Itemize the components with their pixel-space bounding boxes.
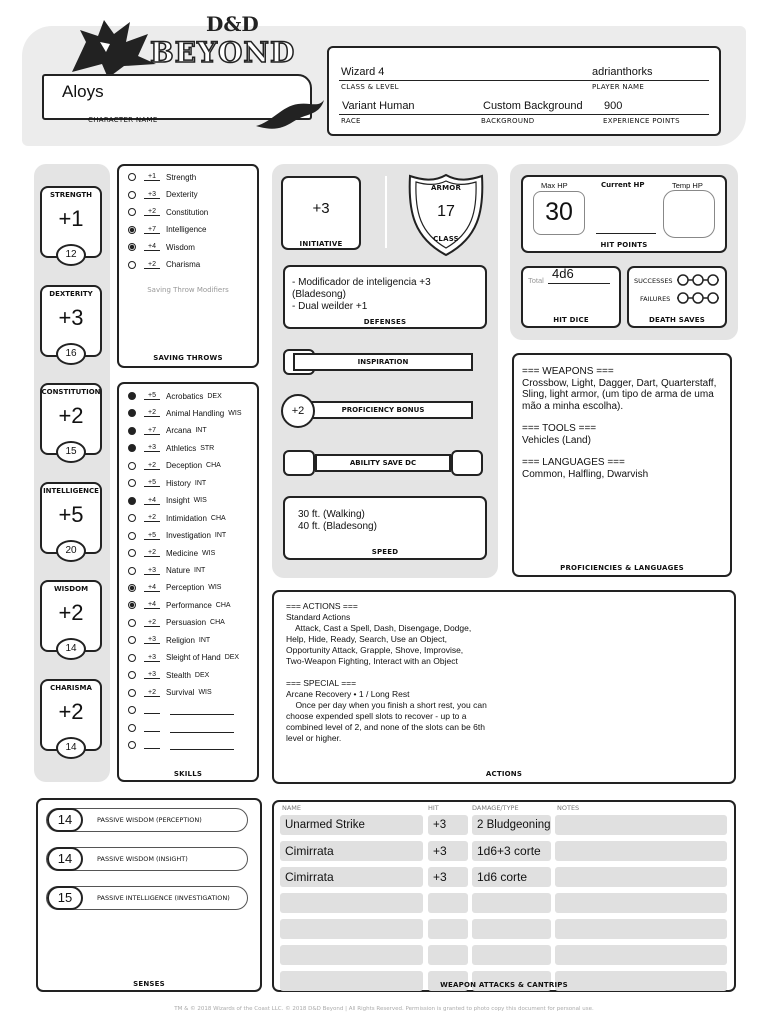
- proficiency-bonus-circle: +2: [281, 394, 315, 428]
- skill-bonus: +3: [144, 671, 160, 679]
- skill-bonus: +3: [144, 567, 160, 575]
- saving-throws-list: [128, 169, 254, 279]
- saving-throw-modifiers-label: Saving Throw Modifiers: [147, 286, 229, 294]
- class-level-label: CLASS & LEVEL: [341, 83, 399, 91]
- skill-row: [128, 388, 222, 404]
- xp-label: EXPERIENCE POINTS: [603, 117, 680, 125]
- saving-throw-bonus: +7: [144, 226, 160, 234]
- passive-sense-label: PASSIVE WISDOM (INSIGHT): [97, 855, 188, 863]
- skill-row: [128, 458, 221, 474]
- proficiency-toggle-icon[interactable]: [128, 243, 136, 251]
- custom-skill-bonus-field[interactable]: [144, 741, 160, 749]
- skill-bonus: +3: [144, 654, 160, 662]
- ability-modifier: +2: [58, 600, 84, 625]
- hit-dice-title: HIT DICE: [553, 316, 589, 324]
- initiative-label: INITIATIVE: [299, 240, 343, 248]
- defense-line: - Modificador de inteligencia +3: [292, 277, 431, 288]
- proficiency-line: === LANGUAGES ===: [522, 457, 625, 468]
- skill-bonus: +2: [144, 549, 160, 557]
- defenses-text: [292, 277, 431, 313]
- actions-text: [286, 601, 487, 744]
- ability-block-charisma: [40, 679, 102, 763]
- race-rule: [339, 114, 709, 115]
- attack-empty-cell[interactable]: [428, 893, 468, 913]
- saving-throws-title: SAVING THROWS: [153, 354, 223, 362]
- attack-name-cell[interactable]: Cimirrata: [280, 867, 423, 887]
- skill-attribute: CHA: [215, 601, 231, 609]
- proficiency-toggle-icon[interactable]: [128, 208, 136, 216]
- ability-name: STRENGTH: [49, 191, 93, 199]
- skill-row: [128, 475, 206, 491]
- ability-score[interactable]: 14: [56, 638, 86, 660]
- ability-name: DEXTERITY: [49, 289, 93, 298]
- ability-modifier: +2: [58, 698, 84, 724]
- attack-name-cell[interactable]: Unarmed Strike: [280, 815, 423, 835]
- proficiency-toggle-icon[interactable]: [128, 689, 136, 697]
- skill-name: Religion: [166, 635, 195, 645]
- attack-empty-cell[interactable]: [472, 919, 551, 939]
- skill-attribute: INT: [194, 479, 207, 487]
- proficiency-toggle-icon[interactable]: [128, 549, 136, 557]
- passive-sense-row: [46, 847, 248, 871]
- proficiencies-text: [522, 366, 716, 480]
- skill-name: Animal Handling: [166, 408, 225, 418]
- attack-hit-cell[interactable]: +3: [428, 867, 468, 887]
- proficiency-toggle-icon[interactable]: [128, 261, 136, 269]
- initiative-value: +3: [312, 200, 330, 217]
- ability-score[interactable]: 15: [56, 441, 86, 463]
- custom-skill-bonus-field[interactable]: [144, 706, 160, 714]
- skill-row: [128, 423, 207, 439]
- saving-throw-bonus: +2: [144, 208, 160, 216]
- saving-throw-bonus: +4: [144, 243, 160, 251]
- class-level-rule: [339, 80, 709, 81]
- saving-throw-name: Dexterity: [166, 190, 198, 199]
- logo-bottom: BEYOND: [150, 36, 296, 69]
- skill-name: History: [166, 478, 191, 488]
- attack-notes-cell[interactable]: [555, 841, 727, 861]
- attack-damage-cell[interactable]: 2 Bludgeoning: [472, 815, 551, 835]
- saving-throw-row: [128, 257, 200, 273]
- proficiency-toggle-icon[interactable]: [128, 392, 136, 400]
- saving-throw-name: Charisma: [166, 260, 201, 269]
- action-line: === SPECIAL ===: [286, 678, 357, 688]
- footer-copyright: TM & © 2018 Wizards of the Coast LLC. © 2018 D&D Beyond | All Rights Reserved. Permission is granted to photo copy this document for personal use.: [174, 1006, 594, 1012]
- player-name-value[interactable]: adrianthorks: [592, 66, 653, 78]
- skill-row: [128, 615, 225, 631]
- skill-row: [128, 440, 214, 456]
- proficiency-toggle-icon[interactable]: [128, 173, 136, 181]
- proficiency-line: Sling, light armor, (um tipo de arma de uma: [522, 389, 714, 400]
- attack-empty-cell[interactable]: [428, 945, 468, 965]
- ability-name: WISDOM: [53, 585, 89, 593]
- skill-attribute: WIS: [202, 549, 216, 557]
- skill-bonus: +3: [144, 444, 160, 452]
- skill-attribute: WIS: [193, 497, 207, 505]
- speed-line: 40 ft. (Bladesong): [298, 521, 377, 532]
- proficiency-toggle-icon[interactable]: [128, 532, 136, 540]
- ability-name: INTELLIGENCE: [43, 486, 99, 495]
- class-level-value[interactable]: Wizard 4: [341, 66, 385, 78]
- skill-name: Deception: [166, 461, 203, 471]
- attack-empty-cell[interactable]: [280, 945, 423, 965]
- skill-name: Intimidation: [166, 513, 207, 523]
- action-line: [286, 667, 487, 678]
- ability-modifier: +1: [58, 206, 84, 231]
- defenses-title: DEFENSES: [363, 318, 407, 326]
- skill-bonus: +2: [144, 689, 160, 697]
- attack-notes-cell[interactable]: [555, 867, 727, 887]
- proficiency-toggle-icon[interactable]: [128, 226, 136, 234]
- ability-block-wisdom: [40, 580, 102, 664]
- passive-sense-label: PASSIVE INTELLIGENCE (INVESTIGATION): [97, 894, 230, 902]
- senses-title: SENSES: [133, 980, 165, 988]
- skill-bonus: +5: [144, 479, 160, 487]
- saving-throw-bonus: +2: [144, 261, 160, 269]
- attack-hit-cell[interactable]: +3: [428, 841, 468, 861]
- armor-label-top: ARMOR: [430, 184, 462, 192]
- attacks-title: WEAPON ATTACKS & CANTRIPS: [440, 981, 568, 989]
- skill-row: [128, 667, 209, 683]
- skill-attribute: DEX: [207, 392, 222, 400]
- skill-row: [128, 632, 210, 648]
- skill-row: [128, 563, 205, 579]
- custom-skill-name-field[interactable]: [170, 740, 234, 750]
- proficiency-bonus-label: PROFICIENCY BONUS: [293, 401, 473, 419]
- success-circles-icon[interactable]: [675, 274, 721, 286]
- skill-bonus: +5: [144, 532, 160, 540]
- ability-save-dc-label: ABILITY SAVE DC: [315, 454, 451, 472]
- attack-empty-cell[interactable]: [428, 919, 468, 939]
- custom-skill-name-field[interactable]: [170, 705, 234, 715]
- proficiency-toggle-icon[interactable]: [128, 706, 136, 714]
- proficiency-toggle-icon[interactable]: [128, 514, 136, 522]
- passive-sense-value: 15: [47, 886, 83, 910]
- speed-text: [298, 509, 377, 533]
- skill-attribute: INT: [194, 567, 206, 574]
- skill-bonus: +2: [144, 514, 160, 522]
- proficiency-line: Vehicles (Land): [522, 434, 591, 446]
- skill-attribute: INT: [195, 427, 207, 435]
- action-line: Opportunity Attack, Grapple, Shove, Improvise,: [286, 645, 464, 655]
- max-hp-value: 30: [545, 198, 573, 226]
- action-line: level or higher.: [286, 733, 342, 743]
- scroll-ornament-icon: [254, 92, 326, 134]
- action-line: Standard Actions: [286, 612, 351, 622]
- skill-bonus: +4: [144, 497, 160, 505]
- skills-title: SKILLS: [173, 770, 203, 778]
- ability-modifier: +5: [58, 501, 84, 527]
- saving-throw-name: Intelligence: [166, 225, 207, 234]
- skill-name: Investigation: [166, 531, 211, 541]
- failures-label: FAILURES: [640, 295, 671, 303]
- skill-attribute: WIS: [208, 584, 222, 592]
- ability-score[interactable]: 20: [56, 540, 86, 562]
- ability-modifier: +3: [58, 304, 84, 330]
- ability-modifier: +2: [58, 403, 84, 428]
- passive-sense-row: [46, 808, 248, 832]
- saving-throw-row: [128, 222, 206, 238]
- skill-bonus: +4: [144, 584, 160, 592]
- inspiration-label: INSPIRATION: [293, 353, 473, 371]
- initiative-divider: [385, 176, 387, 248]
- player-name-label: PLAYER NAME: [592, 83, 645, 91]
- skill-attribute: INT: [198, 636, 211, 644]
- ability-block-intelligence: [40, 482, 102, 566]
- failure-circles-icon[interactable]: [675, 292, 721, 304]
- current-hp-label: Current HP: [601, 181, 645, 189]
- skill-name: Athletics: [166, 443, 197, 453]
- temp-hp-field[interactable]: [663, 190, 715, 238]
- proficiency-toggle-icon[interactable]: [128, 462, 136, 470]
- attack-empty-cell[interactable]: [472, 893, 551, 913]
- armor-class-value: 17: [437, 203, 455, 220]
- skill-row: [128, 405, 242, 421]
- skill-name: Acrobatics: [166, 391, 204, 401]
- custom-skill-row[interactable]: [128, 720, 234, 736]
- attacks-header-notes: NOTES: [557, 804, 580, 812]
- logo-top: D&D: [206, 12, 259, 36]
- skill-name: Performance: [166, 600, 212, 610]
- proficiency-toggle-icon[interactable]: [128, 444, 136, 452]
- saving-throw-bonus: +1: [144, 173, 160, 181]
- saving-throw-name: Wisdom: [166, 242, 195, 252]
- attack-notes-cell[interactable]: [555, 815, 727, 835]
- saving-throw-row: [128, 204, 208, 220]
- skills-list: [128, 388, 256, 758]
- race-value[interactable]: Variant Human: [342, 100, 415, 112]
- attack-name-cell[interactable]: Cimirrata: [280, 841, 423, 861]
- skill-row: [128, 597, 231, 613]
- hit-points-title: HIT POINTS: [600, 241, 648, 249]
- xp-value[interactable]: 900: [604, 100, 623, 112]
- skill-name: Insight: [166, 496, 190, 506]
- attack-empty-cell[interactable]: [555, 919, 727, 939]
- max-hp-label: Max HP: [541, 181, 568, 190]
- actions-title: ACTIONS: [485, 770, 523, 778]
- background-label: BACKGROUND: [481, 117, 535, 125]
- skill-attribute: INT: [214, 532, 227, 540]
- inspiration-bar[interactable]: [283, 349, 483, 375]
- skill-row: [128, 528, 226, 544]
- skill-name: Nature: [166, 566, 191, 575]
- defense-line: - Dual weilder +1: [292, 301, 368, 312]
- proficiency-line: === TOOLS ===: [522, 423, 597, 434]
- skill-row: [128, 510, 226, 526]
- background-value[interactable]: Custom Background: [483, 100, 583, 112]
- proficiency-toggle-icon[interactable]: [128, 636, 136, 644]
- save-dc-left-cap: [283, 450, 315, 476]
- attack-empty-cell[interactable]: [555, 945, 727, 965]
- skill-name: Persuasion: [166, 618, 207, 628]
- death-saves-title: DEATH SAVES: [649, 316, 705, 324]
- ability-name: CHARISMA: [50, 683, 92, 692]
- skill-name: Arcana: [166, 426, 192, 436]
- skill-row: [128, 685, 212, 701]
- saving-throw-row: [128, 187, 198, 203]
- passive-sense-value: 14: [47, 808, 83, 832]
- proficiency-line: mão a minha escolha).: [522, 400, 624, 412]
- ability-save-dc-bar: [283, 450, 483, 476]
- skill-attribute: STR: [200, 444, 215, 452]
- temp-hp-label: Temp HP: [672, 181, 703, 190]
- skill-bonus: +7: [144, 427, 160, 435]
- skill-row: [128, 545, 215, 561]
- skill-bonus: +2: [144, 462, 160, 470]
- skill-bonus: +3: [144, 636, 160, 644]
- hit-dice-total-value: 4d6: [552, 266, 574, 281]
- race-label: RACE: [341, 117, 361, 125]
- proficiency-line: [522, 412, 716, 423]
- skill-bonus: +2: [144, 409, 160, 417]
- skill-name: Medicine: [166, 548, 199, 558]
- attack-damage-cell[interactable]: 1d6+3 corte: [472, 841, 551, 861]
- skill-attribute: DEX: [224, 654, 240, 662]
- proficiency-toggle-icon[interactable]: [128, 567, 136, 575]
- proficiency-line: Crossbow, Light, Dagger, Dart, Quarterstaff,: [522, 377, 717, 389]
- proficiency-line: Common, Halfling, Dwarvish: [522, 468, 649, 480]
- action-line: === ACTIONS ===: [286, 601, 358, 611]
- proficiencies-title: PROFICIENCIES & LANGUAGES: [560, 564, 684, 572]
- ability-block-dexterity: [40, 285, 102, 369]
- action-line: Help, Hide, Ready, Search, Use an Object,: [286, 634, 447, 644]
- skill-bonus: +2: [144, 619, 160, 627]
- saving-throw-bonus: +3: [144, 191, 160, 199]
- defense-line: (Bladesong): [292, 289, 346, 300]
- save-dc-right-cap: [451, 450, 483, 476]
- armor-label-bottom: CLASS: [433, 235, 459, 243]
- hit-dice-total-label: Total: [528, 276, 544, 285]
- current-hp-field[interactable]: [596, 192, 656, 234]
- saving-throw-row: [128, 169, 196, 185]
- attack-empty-cell[interactable]: [555, 893, 727, 913]
- proficiency-toggle-icon[interactable]: [128, 724, 136, 732]
- ability-score[interactable]: 12: [56, 244, 86, 266]
- action-line: Once per day when you finish a short rest, you can: [286, 700, 487, 710]
- ability-score[interactable]: 14: [56, 737, 86, 759]
- custom-skill-name-field[interactable]: [170, 723, 234, 733]
- speed-line: 30 ft. (Walking): [298, 509, 365, 520]
- skill-attribute: CHA: [210, 619, 225, 627]
- speed-title: SPEED: [371, 548, 399, 556]
- proficiency-toggle-icon[interactable]: [128, 497, 136, 505]
- proficiency-toggle-icon[interactable]: [128, 479, 136, 487]
- dragon-logo-icon: [64, 12, 164, 82]
- ability-name: CONSTITUTION: [41, 388, 101, 396]
- proficiency-toggle-icon[interactable]: [128, 409, 136, 417]
- skill-row: [128, 650, 239, 666]
- proficiency-toggle-icon[interactable]: [128, 619, 136, 627]
- action-line: Attack, Cast a Spell, Dash, Disengage, Dodge,: [286, 623, 472, 633]
- hit-dice-rule: [548, 283, 610, 284]
- proficiency-line: === WEAPONS ===: [522, 366, 614, 377]
- passive-sense-row: [46, 886, 248, 910]
- skill-name: Perception: [166, 583, 205, 593]
- skill-attribute: WIS: [228, 409, 242, 417]
- attacks-header-damage: DAMAGE/TYPE: [472, 804, 519, 812]
- action-line: choose expended spell slots to recover - up to a: [286, 711, 467, 721]
- skill-row: [128, 493, 207, 509]
- proficiency-toggle-icon[interactable]: [128, 671, 136, 679]
- skill-row: [128, 580, 221, 596]
- ability-block-strength: [40, 186, 102, 270]
- ability-score[interactable]: 16: [56, 343, 86, 365]
- proficiency-toggle-icon[interactable]: [128, 584, 136, 592]
- attacks-header-hit: HIT: [428, 804, 439, 812]
- passive-sense-value: 14: [47, 847, 83, 871]
- skill-name: Stealth: [166, 670, 191, 680]
- action-line: combined level of 2, and none of the slots can be 6th: [286, 722, 485, 732]
- action-line: Two-Weapon Fighting, Interact with an Object: [286, 656, 458, 666]
- character-name-label: CHARACTER NAME: [88, 116, 158, 124]
- proficiency-toggle-icon[interactable]: [128, 741, 136, 749]
- successes-label: SUCCESSES: [634, 277, 673, 285]
- attack-damage-cell[interactable]: 1d6 corte: [472, 867, 551, 887]
- proficiency-toggle-icon[interactable]: [128, 654, 136, 662]
- attack-hit-cell[interactable]: +3: [428, 815, 468, 835]
- skill-attribute: WIS: [198, 689, 212, 697]
- skill-attribute: CHA: [210, 514, 226, 522]
- attacks-header-name: NAME: [282, 804, 302, 812]
- proficiency-toggle-icon[interactable]: [128, 427, 136, 435]
- custom-skill-row[interactable]: [128, 737, 234, 753]
- character-name-value[interactable]: Aloys: [62, 82, 104, 101]
- saving-throw-row: [128, 239, 195, 255]
- proficiency-toggle-icon[interactable]: [128, 191, 136, 199]
- proficiency-toggle-icon[interactable]: [128, 601, 136, 609]
- attack-empty-cell[interactable]: [280, 919, 423, 939]
- skill-attribute: CHA: [206, 462, 221, 470]
- saving-throw-name: Constitution: [166, 207, 209, 217]
- ability-block-constitution: [40, 383, 102, 467]
- passive-sense-label: PASSIVE WISDOM (PERCEPTION): [97, 816, 202, 824]
- skill-name: Survival: [166, 688, 195, 698]
- proficiency-line: [522, 446, 716, 457]
- attack-empty-cell[interactable]: [472, 945, 551, 965]
- skill-attribute: DEX: [194, 671, 210, 679]
- skill-name: Sleight of Hand: [166, 653, 221, 663]
- saving-throw-name: Strength: [166, 172, 197, 182]
- skill-bonus: +4: [144, 601, 160, 609]
- action-line: Arcane Recovery • 1 / Long Rest: [286, 689, 410, 699]
- custom-skill-row[interactable]: [128, 702, 234, 718]
- custom-skill-bonus-field[interactable]: [144, 724, 160, 732]
- skill-bonus: +5: [144, 392, 160, 400]
- attack-empty-cell[interactable]: [280, 893, 423, 913]
